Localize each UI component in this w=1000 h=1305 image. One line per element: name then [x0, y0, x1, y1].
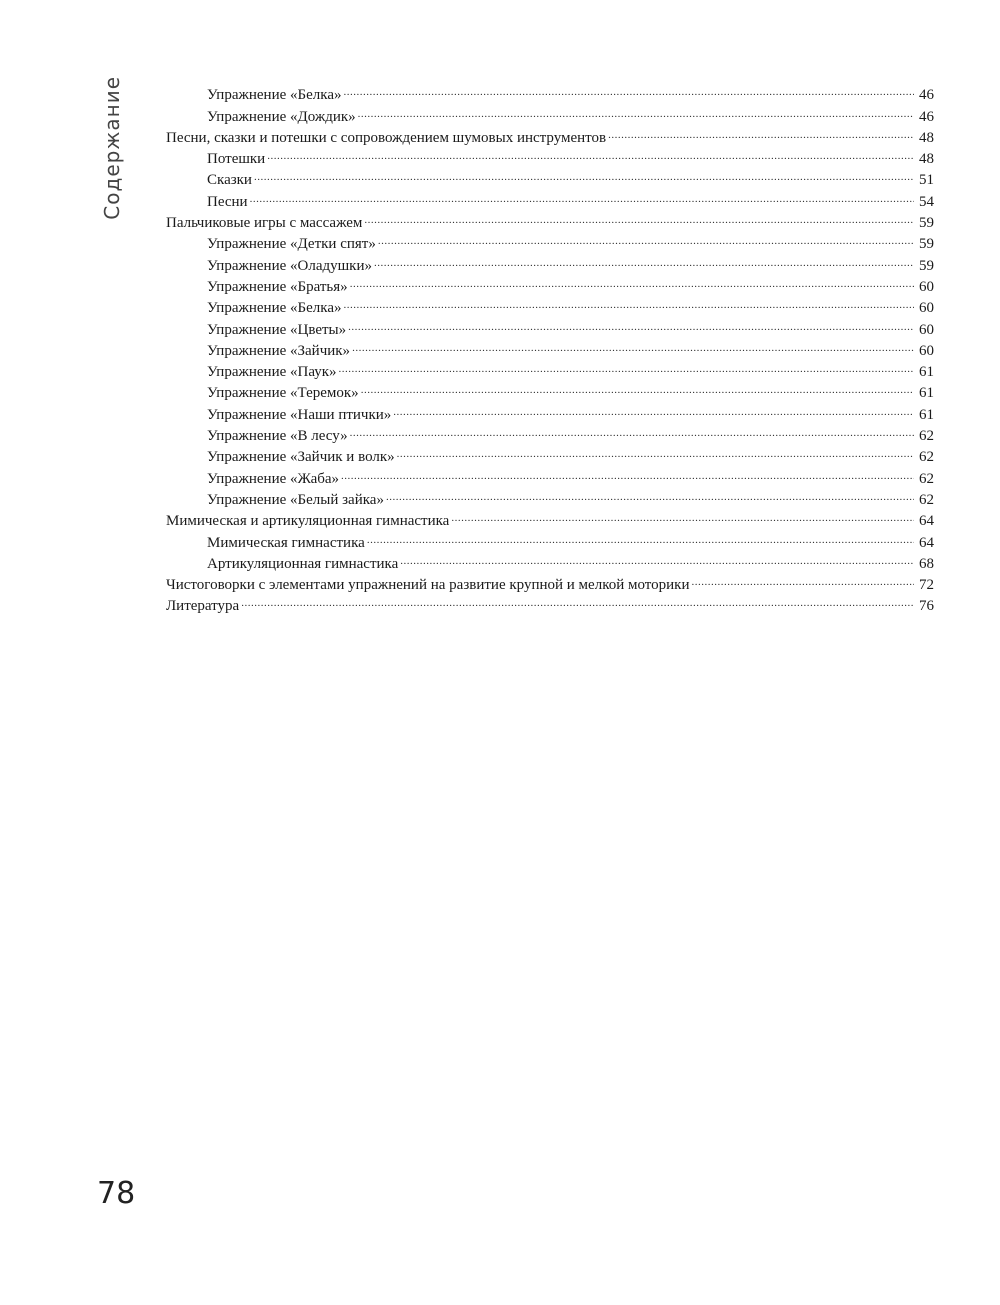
toc-entry-label: Чистоговорки с элементами упражнений на развитие крупной и мелкой моторики — [166, 577, 690, 594]
running-header-vertical — [94, 76, 134, 220]
toc-entry-page: 76 — [919, 598, 934, 615]
dot-leader — [361, 376, 914, 397]
dot-leader — [348, 312, 914, 333]
toc-entry-page: 60 — [919, 342, 934, 359]
toc-section-entry — [166, 589, 934, 615]
toc-entry-label: Песни, сказки и потешки с сопровождением шумовых инструментов — [166, 129, 607, 146]
toc-entry-label: Упражнение «Детки спят» — [207, 236, 376, 253]
toc-entry-label: Упражнение «Наши птички» — [207, 406, 392, 423]
toc-entry-page: 59 — [919, 236, 934, 253]
toc-entry-label: Упражнение «Зайчик и волк» — [207, 449, 395, 466]
toc-entry-label: Упражнение «Теремок» — [207, 385, 359, 402]
toc-entry-label: Упражнение «Цветы» — [207, 321, 347, 338]
toc-entry-page: 64 — [919, 513, 934, 530]
toc-entry-page: 60 — [919, 321, 934, 338]
toc-entry-page: 64 — [919, 534, 934, 551]
dot-leader — [367, 525, 914, 546]
dot-leader — [250, 184, 914, 205]
dot-leader — [339, 355, 914, 376]
dot-leader — [386, 483, 914, 504]
toc-entry-label: Упражнение «Белка» — [207, 87, 342, 104]
toc-entry-page: 60 — [919, 278, 934, 295]
toc-entry-label: Упражнение «Белый зайка» — [207, 491, 384, 508]
toc-entry-label: Потешки — [207, 151, 266, 168]
page-number: 78 — [97, 1176, 136, 1211]
toc-entry-page: 72 — [919, 577, 934, 594]
toc-entry-label: Сказки — [207, 172, 252, 189]
toc-entry-label: Литература — [166, 598, 240, 615]
toc-entry-label: Мимическая и артикуляционная гимнастика — [166, 513, 450, 530]
dot-leader — [393, 397, 914, 418]
toc-entry-page: 62 — [919, 428, 934, 445]
dot-leader — [364, 206, 914, 227]
toc-entry-label: Упражнение «Белка» — [207, 300, 342, 317]
toc-entry-page: 61 — [919, 364, 934, 381]
toc-entry-label: Упражнение «Паук» — [207, 364, 337, 381]
toc-subsection-entry — [166, 142, 934, 168]
toc-entry-page: 61 — [919, 406, 934, 423]
dot-leader — [350, 419, 914, 440]
toc-subsection-entry — [166, 78, 934, 104]
toc-entry-page: 62 — [919, 449, 934, 466]
toc-entry-page: 51 — [919, 172, 934, 189]
toc-entry-page: 48 — [919, 129, 934, 146]
toc-entry-label: Упражнение «Зайчик» — [207, 342, 351, 359]
dot-leader — [352, 334, 914, 355]
dot-leader — [358, 99, 914, 120]
toc-entry-label: Упражнение «Дождик» — [207, 108, 356, 125]
dot-leader — [378, 227, 914, 248]
toc-entry-page: 46 — [919, 108, 934, 125]
dot-leader — [374, 248, 914, 269]
toc-entry-page: 59 — [919, 215, 934, 232]
table-of-contents — [166, 78, 934, 615]
toc-entry-label: Упражнение «Жаба» — [207, 470, 340, 487]
dot-leader — [608, 121, 914, 142]
toc-entry-page: 48 — [919, 151, 934, 168]
toc-entry-label: Артикуляционная гимнастика — [207, 555, 399, 572]
toc-entry-label: Упражнение «Братья» — [207, 278, 348, 295]
toc-entry-label: Упражнение «Оладушки» — [207, 257, 372, 274]
dot-leader — [343, 78, 914, 99]
toc-subsection-entry — [166, 163, 934, 189]
toc-entry-page: 61 — [919, 385, 934, 402]
toc-entry-page: 62 — [919, 470, 934, 487]
toc-entry-label: Песни — [207, 193, 248, 210]
toc-entry-page: 46 — [919, 87, 934, 104]
toc-entry-page: 54 — [919, 193, 934, 210]
toc-entry-label: Пальчиковые игры с массажем — [166, 215, 363, 232]
dot-leader — [692, 568, 915, 589]
toc-entry-page: 60 — [919, 300, 934, 317]
toc-entry-page: 62 — [919, 491, 934, 508]
section-title: Содержание — [100, 76, 124, 220]
dot-leader — [343, 291, 914, 312]
dot-leader — [400, 547, 914, 568]
toc-section-entry — [166, 206, 934, 232]
dot-leader — [254, 163, 914, 184]
dot-leader — [267, 142, 914, 163]
toc-entry-page: 59 — [919, 257, 934, 274]
dot-leader — [350, 270, 914, 291]
toc-entry-label: Упражнение «В лесу» — [207, 428, 348, 445]
dot-leader — [397, 440, 914, 461]
toc-subsection-entry — [166, 184, 934, 210]
toc-entry-label: Мимическая гимнастика — [207, 534, 365, 551]
dot-leader — [341, 461, 914, 482]
dot-leader — [451, 504, 914, 525]
dot-leader — [241, 589, 914, 610]
toc-entry-page: 68 — [919, 555, 934, 572]
